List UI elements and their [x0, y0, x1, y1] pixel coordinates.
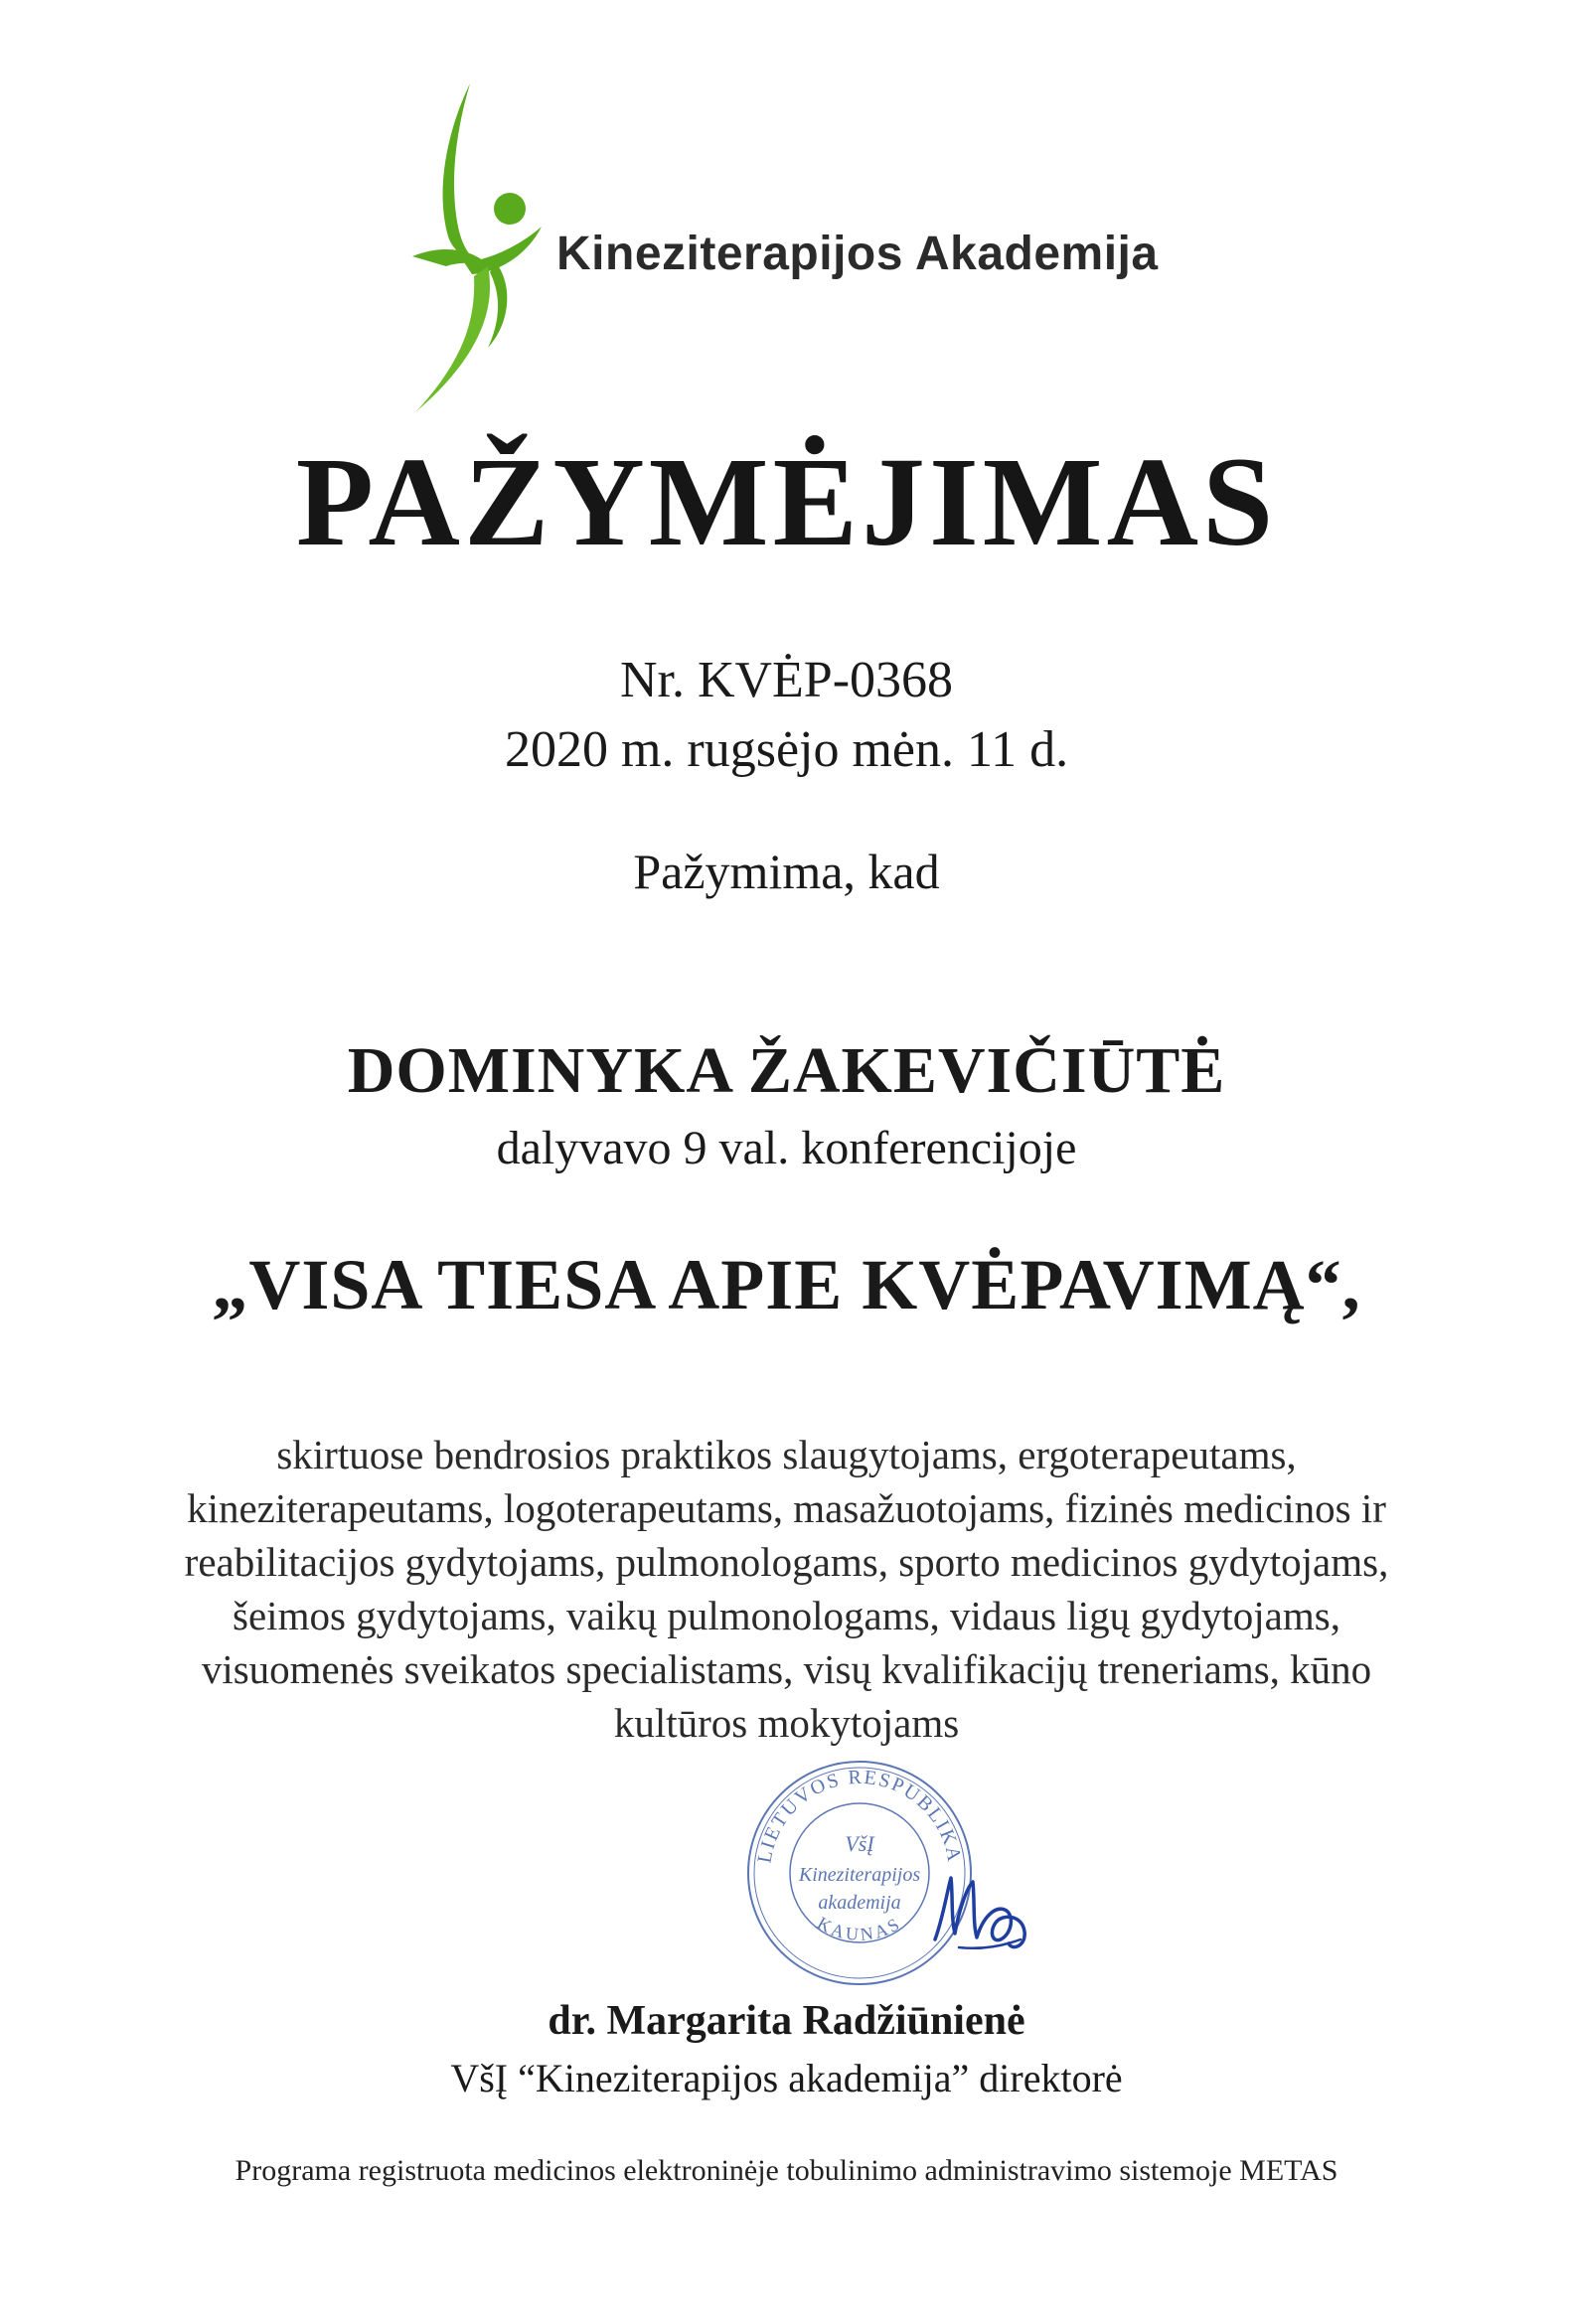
participation-text: dalyvavo 9 val. konferencijoje — [496, 1122, 1077, 1174]
footer-note: Programa registruota medicinos elektroninėje tobulinimo administravimo sistemoje METAS — [235, 2154, 1338, 2187]
audience-line: šeimos gydytojams, vaikų pulmonologams, vidaus ligų gydytojams, — [233, 1593, 1340, 1638]
audience-line: skirtuose bendrosios praktikos slaugytojams, ergoterapeutams, — [276, 1432, 1297, 1477]
svg-text:KAUNAS — [814, 1913, 905, 1944]
recipient-name: DOMINYKA ŽAKEVIČIŪTĖ — [347, 1034, 1226, 1107]
certificate-number: Nr. KVĖP-0368 — [619, 652, 954, 708]
director-signature — [929, 1848, 1038, 1967]
audience-line: visuomenės sveikatos specialistams, visų kvalifikacijų treneriams, kūno — [201, 1646, 1372, 1692]
stamp-line-1: VšĮ — [845, 1831, 874, 1856]
audience-line: kultūros mokytojams — [613, 1700, 960, 1746]
figure-logo-icon — [393, 77, 561, 415]
director-name: dr. Margarita Radžiūnienė — [548, 1998, 1025, 2044]
director-title: VšĮ “Kineziterapijos akademija” direktorė — [450, 2056, 1123, 2100]
event-title: „VISA TIESA APIE KVĖPAVIMĄ“, — [212, 1245, 1361, 1324]
stamp-line-2: Kineziterapijos — [798, 1864, 921, 1886]
issue-date: 2020 m. rugsėjo mėn. 11 d. — [504, 721, 1069, 778]
audience-line: kineziterapeutams, logoterapeutams, masažuotojams, fizinės medicinos ir — [187, 1485, 1386, 1531]
audience-paragraph — [129, 1428, 1444, 1750]
audience-line: reabilitacijos gydytojams, pulmonologams, sporto medicinos gydytojams, — [184, 1539, 1389, 1585]
document-title: PAŽYMĖJIMAS — [295, 431, 1278, 572]
intro-text: Pažymima, kad — [633, 844, 940, 899]
stamp-bottom-text: KAUNAS — [814, 1913, 905, 1944]
stamp-line-3: akademija — [818, 1892, 901, 1914]
brand-name: Kineziterapijos Akademija — [556, 228, 1159, 280]
academy-logo — [393, 77, 1287, 415]
stamp-ring-text: LIETUVOS RESPUBLIKA — [753, 1766, 966, 1865]
